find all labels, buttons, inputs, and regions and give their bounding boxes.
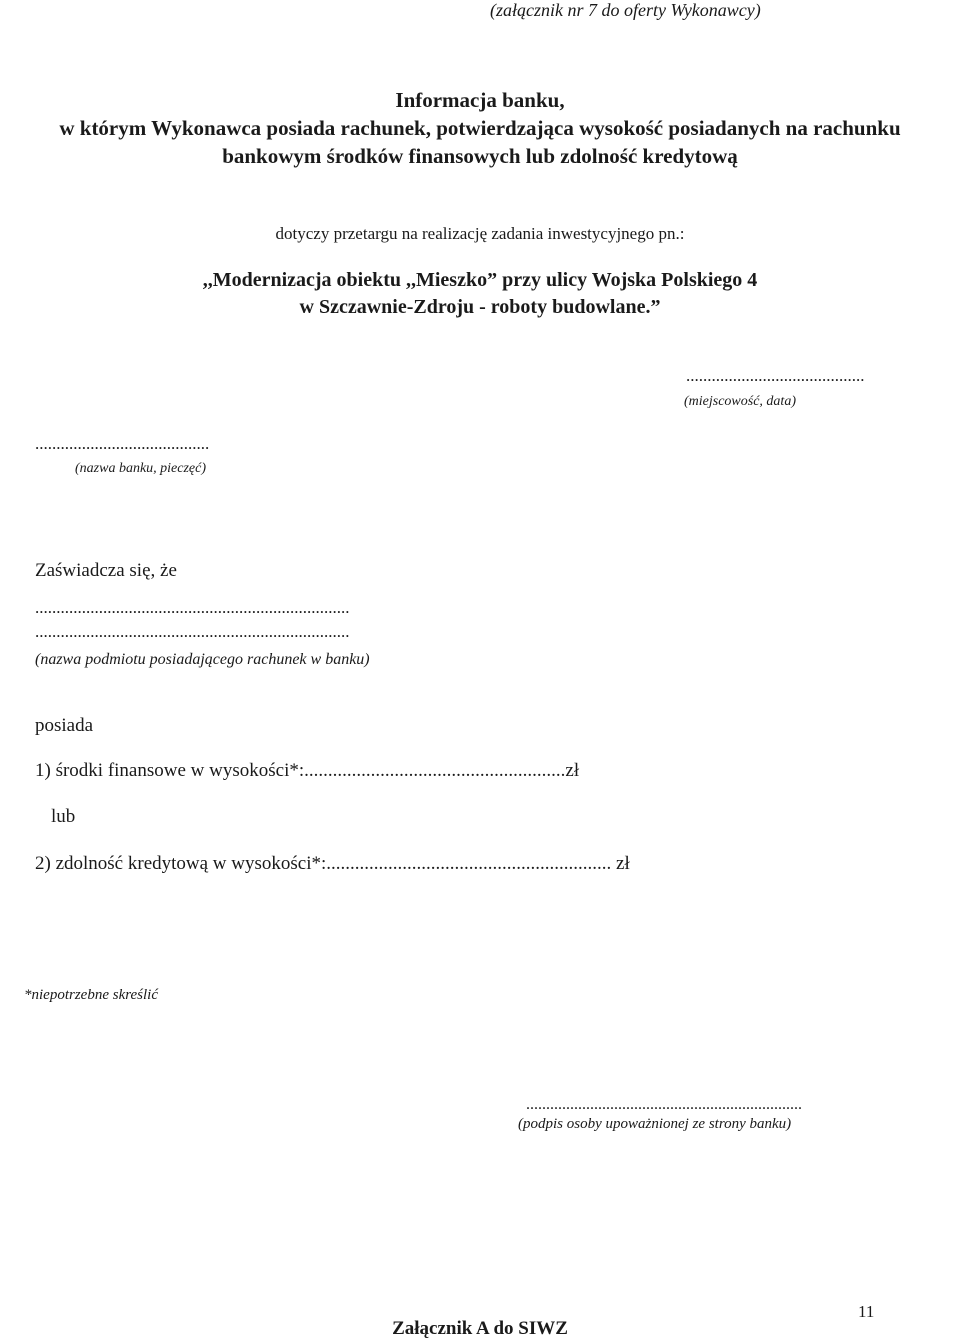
document-title-line-3: bankowym środków finansowych lub zdolność kredytową [222,144,738,168]
place-date-field[interactable]: .......................................... [686,366,865,385]
holds-text: posiada [35,715,94,736]
certifies-text: Zaświadcza się, że [35,560,177,581]
document-title-line-2: w którym Wykonawca posiada rachunek, potwierdzająca wysokość posiadanych na rachunku [59,116,901,140]
appendix-label: Załącznik A do SIWZ [392,1318,568,1339]
credit-capacity-item[interactable]: 2) zdolność kredytową w wysokości*:............................................................ zł [35,853,630,874]
page-number: 11 [858,1302,875,1321]
or-separator: lub [51,806,76,827]
footnote: *niepotrzebne skreślić [24,987,158,1003]
bank-stamp-caption: (nazwa banku, pieczęć) [75,461,207,476]
project-name-line-1: ,,Modernizacja obiektu ,,Mieszko” przy ulicy Wojska Polskiego 4 [202,269,758,291]
account-holder-caption: (nazwa podmiotu posiadającego rachunek w banku) [35,651,370,668]
annex-reference: (załącznik nr 7 do oferty Wykonawcy) [490,0,761,20]
financial-funds-item[interactable]: 1) środki finansowe w wysokości*:.......................................................zł [35,760,580,781]
bank-stamp-field[interactable]: ......................................... [35,434,210,453]
account-holder-field-line-1[interactable]: .......................................................................... [35,598,350,617]
document-title-line-1: Informacja banku, [395,88,565,112]
signature-field[interactable]: ..................................................................... [526,1096,802,1113]
place-date-caption: (miejscowość, data) [684,394,796,409]
tender-intro: dotyczy przetargu na realizację zadania inwestycyjnego pn.: [275,224,685,243]
project-name-line-2: w Szczawnie-Zdroju - roboty budowlane.” [299,296,661,318]
account-holder-field-line-2[interactable]: .......................................................................... [35,622,350,641]
signature-caption: (podpis osoby upoważnionej ze strony banku) [518,1116,792,1132]
